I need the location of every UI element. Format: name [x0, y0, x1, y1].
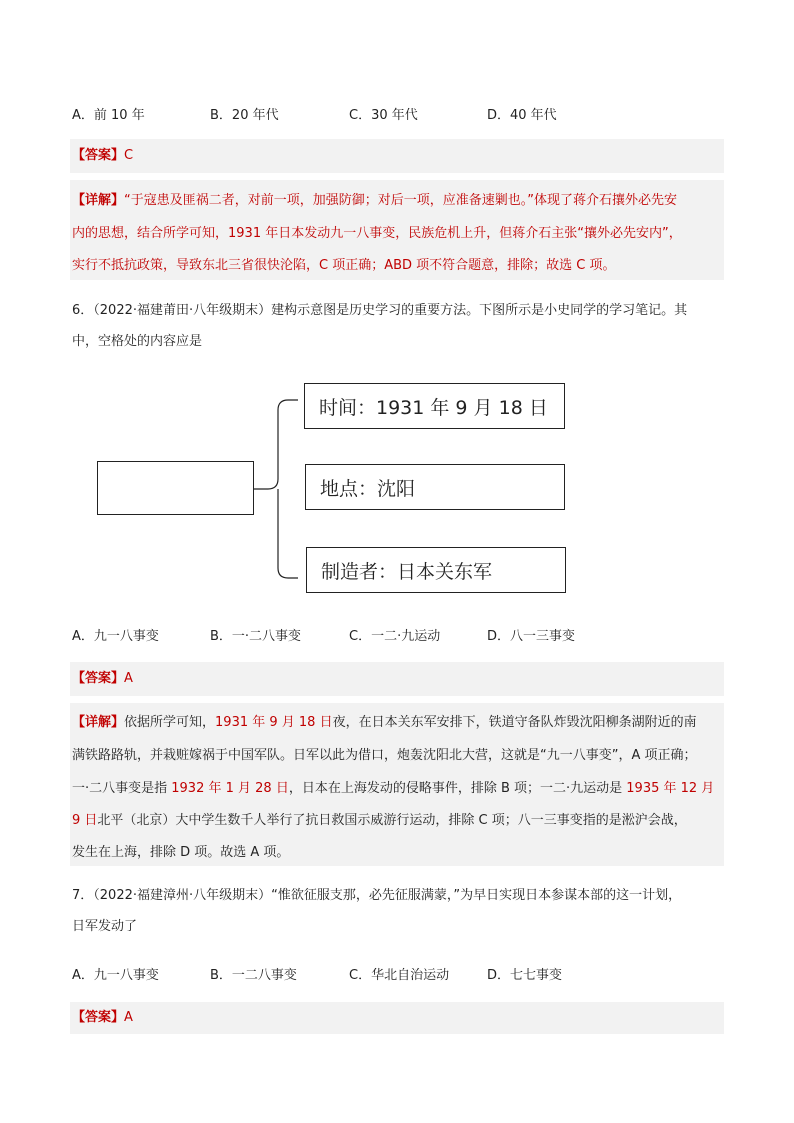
- q5-options: [72, 104, 732, 124]
- q6-answer: [72, 669, 133, 689]
- q5-option-c[interactable]: C．30 年代: [349, 108, 418, 123]
- detail-text: 发生在上海，排除 D 项。故选 A 项。: [72, 845, 290, 860]
- q6-option-b[interactable]: B．一·二八事变: [210, 629, 302, 644]
- detail-text: ，日本在上海发动的侵略事件，排除 B 项；一二·九运动是: [288, 781, 627, 796]
- detail-highlight: 1935 年 12 月: [626, 781, 715, 796]
- diagram-maker-box: 制造者：日本关东军: [306, 547, 566, 593]
- q5-answer-block: [70, 139, 724, 173]
- q7-answer-block: [70, 1002, 724, 1034]
- detail-highlight: 1931 年日本发动九一八事变: [228, 226, 396, 241]
- q6-options: [72, 625, 732, 645]
- diagram-brace: [250, 390, 310, 590]
- detail-text: “于寇患及匪祸二者，对前一项，加强防御；对后一项，应准备速剿也。”体现了蒋介石攘外必先安: [124, 193, 677, 208]
- detail-text: 实行不抵抗政策，导致东北三省很快沦陷，C 项正确；ABD 项不符合题意，排除；故选 C 项。: [72, 258, 616, 273]
- detail-text: 一·二八事变是指: [72, 781, 172, 796]
- q6-detail-line-2: [72, 746, 697, 766]
- q5-detail-line-1: [72, 191, 677, 211]
- detail-tag: 【详解】: [72, 715, 125, 730]
- q6-detail-line-3: [72, 779, 714, 799]
- q6-option-d[interactable]: D．八一三事变: [487, 629, 576, 644]
- q7-option-d[interactable]: D．七七事变: [487, 968, 563, 983]
- q6-stem-line-2: 中，空格处的内容应是: [72, 334, 203, 349]
- detail-highlight: 1932 年 1 月 28 日: [171, 781, 289, 796]
- q6-answer-block: [70, 662, 724, 696]
- q6-option-a[interactable]: A．九一八事变: [72, 629, 159, 644]
- answer-tag: 【答案】: [72, 148, 125, 163]
- detail-highlight: “攘外必先安内”: [577, 226, 669, 241]
- q6-stem-line-1: 6．（2022·福建莆田·八年级期末）建构示意图是历史学习的重要方法。下图所示是小史同学的学习笔记。其: [72, 303, 688, 318]
- q5-option-a[interactable]: A．前 10 年: [72, 108, 145, 123]
- q5-detail-line-2: [72, 224, 682, 244]
- answer-value: A: [124, 1010, 133, 1025]
- q7-option-b[interactable]: B．一二八事变: [210, 968, 297, 983]
- detail-highlight: 9 日: [72, 813, 98, 828]
- q7-option-c[interactable]: C．华北自治运动: [349, 968, 450, 983]
- detail-text: 夜，在日本关东军安排下，铁道守备队炸毁沈阳柳条湖附近的南: [332, 715, 697, 730]
- q5-option-b[interactable]: B．20 年代: [210, 108, 279, 123]
- answer-value: C: [124, 148, 134, 163]
- q6-detail-line-5: [72, 843, 289, 863]
- q6-detail-line-1: [72, 713, 697, 733]
- detail-text: ，: [668, 226, 682, 241]
- detail-text: 北平（北京）大中学生数千人举行了抗日救国示威游行运动，排除 C 项；八一三事变指的是淞沪会战，: [97, 813, 687, 828]
- q6-detail-line-4: [72, 811, 687, 831]
- detail-text: 依据所学可知，: [124, 715, 216, 730]
- answer-value: A: [124, 671, 133, 686]
- q5-detail-line-3: [72, 256, 616, 276]
- q7-answer: [72, 1008, 133, 1028]
- detail-text: ，民族危机上升，但蒋介石主张: [395, 226, 578, 241]
- q7-option-a[interactable]: A．九一八事变: [72, 968, 159, 983]
- q5-option-d[interactable]: D．40 年代: [487, 108, 557, 123]
- diagram-blank-box[interactable]: [97, 461, 254, 515]
- q7-stem-line-2: 日军发动了: [72, 919, 138, 934]
- q5-answer: [72, 146, 133, 166]
- detail-tag: 【详解】: [72, 193, 125, 208]
- q7-options: [72, 964, 732, 984]
- answer-tag: 【答案】: [72, 1010, 125, 1025]
- diagram-place-box: 地点：沈阳: [305, 464, 565, 510]
- diagram-time-box: 时间：1931 年 9 月 18 日: [304, 383, 565, 429]
- detail-text: 满铁路路轨，并栽赃嫁祸于中国军队。日军以此为借口，炮轰沈阳北大营，这就是“九一八事变”，A 项正确；: [72, 748, 697, 763]
- detail-text: 内的思想，结合所学可知，: [72, 226, 229, 241]
- detail-highlight: 1931 年 9 月 18 日: [215, 715, 333, 730]
- answer-tag: 【答案】: [72, 671, 125, 686]
- q6-option-c[interactable]: C．一二·九运动: [349, 629, 441, 644]
- q7-stem-line-1: 7．（2022·福建漳州·八年级期末）“惟欲征服支那，必先征服满蒙，”为早日实现日本参谋本部的这一计划，: [72, 888, 682, 903]
